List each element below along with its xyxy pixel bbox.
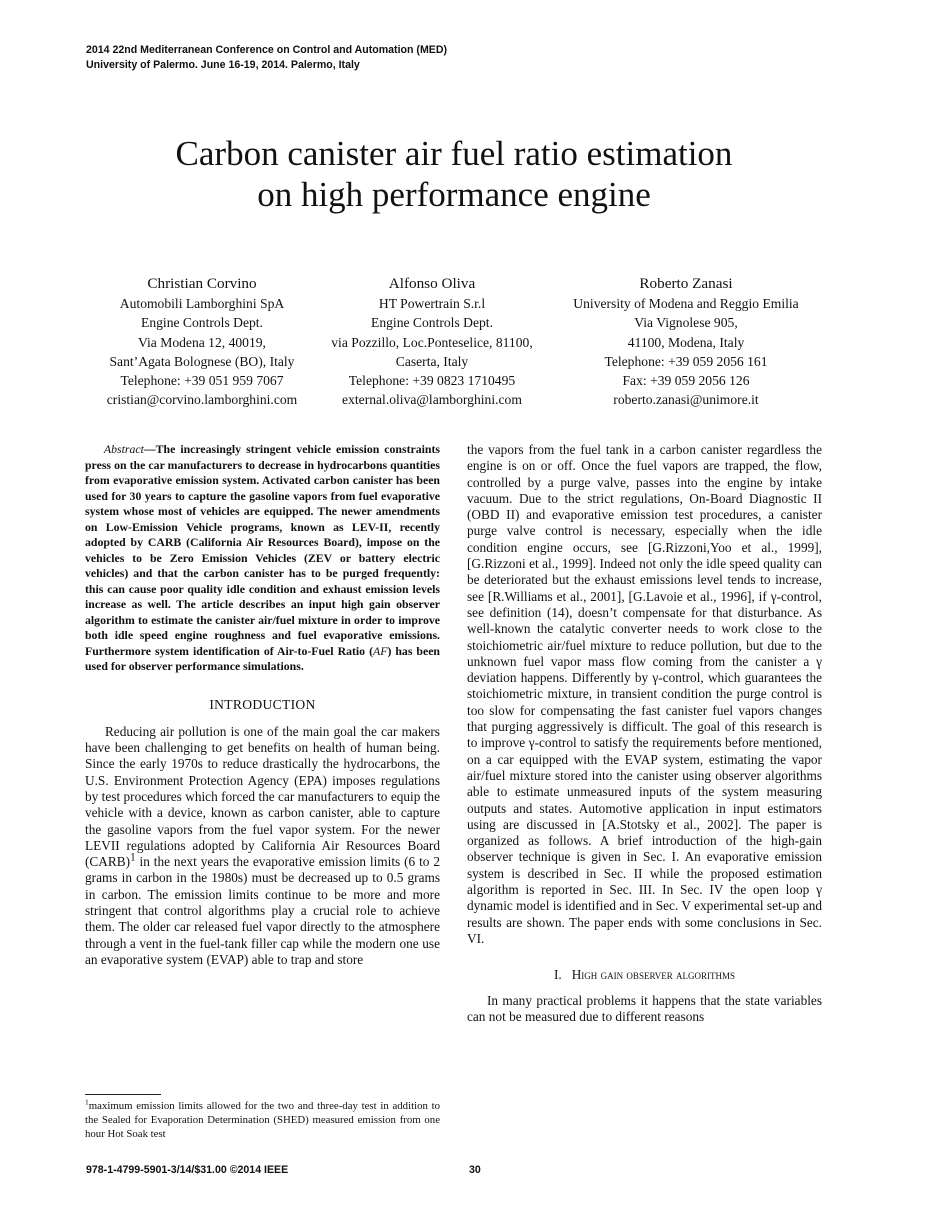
footnote-rule (85, 1094, 161, 1095)
author-name: Alfonso Oliva (388, 275, 476, 292)
author-telephone: Telephone: +39 051 959 7067 (120, 373, 284, 389)
conference-header (86, 43, 447, 73)
footnote-number: 1 (85, 1097, 89, 1107)
conference-venue: University of Palermo. June 16-19, 2014. Palermo, Italy (86, 59, 360, 71)
author-department: Engine Controls Dept. (371, 315, 493, 331)
author-email: roberto.zanasi@unimore.it (613, 392, 759, 408)
section-1-paragraph: In many practical problems it happens that the state variables can not be measured due to different reasons (467, 992, 822, 1024)
isbn-copyright: 978-1-4799-5901-3/14/$31.00 ©2014 IEEE (86, 1164, 289, 1176)
author-affiliation: University of Modena and Reggio Emilia (573, 296, 799, 311)
abstract (85, 442, 440, 675)
author-email: cristian@corvino.lamborghini.com (106, 392, 298, 408)
author-telephone: Telephone: +39 059 2056 161 (604, 353, 768, 369)
abstract-label: Abstract (103, 442, 144, 456)
section-1-number: I. (553, 967, 562, 983)
author-fax: Fax: +39 059 2056 126 (622, 373, 750, 389)
author-block-oliva (308, 274, 556, 410)
author-city: Sant’Agata Bolognese (BO), Italy (109, 353, 295, 369)
abstract-dash: — (143, 442, 156, 456)
abstract-tail: ) has been used for observer performance simulations. (85, 643, 440, 673)
author-address: Via Modena 12, 40019, (138, 334, 266, 350)
abstract-body: The increasingly stringent vehicle emission constraints press on the car manufacturers to decrease in hydrocarbons quantities from evaporative emission system. Activated carbon canister has been used for 30 years to capture the gasoline vapors from fuel evaporative system whose most of vehicles are equipped. The newer amendments on Low-Emission Vehicle programs, known as LEV-II, recently adopted by CARB (California Air Resources Board), impose on the vehicles to be Zero Emission Vehicles (ZEV or battery electric vehicles) and that the carbon canister has to be purged frequently: this can cause poor quality idle condition and exhaust emission levels increase as well. The article describes an input high gain observer algorithm to estimate the canister air/fuel mixture in order to improve both idle speed engine roughness and fuel evaporative emissions. Furthermore system identification of Air-to-Fuel Ratio ( (85, 442, 440, 658)
author-block-corvino (82, 274, 322, 410)
introduction-continued: the vapors from the fuel tank in a carbon canister regardless the engine is on or off. Once the fuel vapors are trapped, the flow, controlled by a purge valve, passes into the engine by intake vacuum. Due to the strict regulations, On-Board Diagnostic II (OBD II) and evaporative emission test procedures, a canister purge valve control is necessary, especially when the idle condition engine occurs, see [G.Rizzoni,Yoo et al., 1999], [G.Rizzoni et al., 1999]. Indeed not only the idle speed quality can be deteriorated but the exhaust emissions level tends to increase, see [R.Williams et al., 2001], [G.Lavoie et al., 1996], if γ-control, see definition (14), doesn’t compensate for that disturbance. As well-known the catalytic converter needs to work close to the stoichiometric air/fuel mixture to reduce pollution, but due to the unknown fuel vapor mass flow coming from the canister a γ deviation happens. Differently by γ-control, which guarantees the stoichiometric mixture, in transient condition the purge control is too slow for compensating the fast canister fuel vapors changes that purging aggressively is difficult. The goal of this research is to improve γ-control to satisfy the requirements before mentioned, on a car equipped with the EVAP system, estimating the vapor air/fuel mixture stored into the canister using observer algorithms able to estimate unmeasured inputs of the system measuring outputs and states. Automotive application in input estimators using are discussed in [A.Stotsky et al., 2002]. The paper is organized as follows. A brief introduction of the high-gain observer technique is given in Sec. I. An evaporative emission system is described in Sec. II while the proposed estimation algorithm is reported in Sec. III. In Sec. IV the open loop γ dynamic model is identified and in Sec. V experimental set-up and results are shown. The paper ends with some conclusions in Sec. VI. (467, 442, 822, 946)
author-affiliation: HT Powertrain S.r.l (378, 296, 486, 311)
intro-text-part-2: in the next years the evaporative emission limits (6 to 2 grams in carbon in the 1980s) must be decreased up to 0.5 grams in carbon. The emission limits continue to be more and more stringent that control algorithms play a crucial role to achieve them. The older car released fuel vapor directly to the atmosphere through a vent in the fuel-tank filler cap while the modern one use an evaporative system (EVAP) able to trap and store (85, 854, 440, 967)
intro-text-part-1: Reducing air pollution is one of the main goal the car makers have been challenging to get benefits on health of human being. Since the early 1970s to reduce drastically the hydrocarbons, the U.S. Environment Protection Agency (EPA) imposes regulations by test procedures which forced the car manufacturers to equip the vehicle with a device, known as carbon canister, able to capture the gasoline vapors from the fuel vapor system. For the newer LEVII regulations adopted by California Air Resources Board (CARB) (85, 723, 440, 870)
author-block-zanasi (548, 274, 824, 410)
author-city: Caserta, Italy (395, 353, 469, 369)
introduction-paragraph (85, 724, 440, 968)
author-department: Engine Controls Dept. (141, 315, 263, 331)
author-email: external.oliva@lamborghini.com (342, 392, 522, 408)
conference-name: 2014 22nd Mediterranean Conference on Control and Automation (MED) (86, 44, 448, 56)
footnote-mark: 1 (130, 851, 136, 864)
author-address: Via Vignolese 905, (634, 315, 738, 331)
section-1-title: igh gain observer algorithms (581, 967, 736, 983)
left-column (85, 442, 440, 968)
footnote (85, 1099, 440, 1141)
author-name: Christian Corvino (147, 275, 257, 292)
page-number: 30 (469, 1164, 481, 1176)
section-1-heading (467, 967, 822, 983)
right-column (467, 442, 822, 1025)
introduction-heading: INTRODUCTION (209, 696, 316, 712)
author-telephone: Telephone: +39 0823 1710495 (348, 373, 516, 389)
author-address: via Pozzillo, Loc.Ponteselice, 81100, (331, 334, 533, 350)
title-line-1: Carbon canister air fuel ratio estimation (175, 134, 733, 173)
abstract-math-af: AF (373, 643, 388, 658)
paper-title (0, 133, 908, 215)
author-name: Roberto Zanasi (639, 275, 733, 292)
section-1-first-letter: H (571, 967, 582, 983)
author-city: 41100, Modena, Italy (627, 334, 745, 350)
author-affiliation: Automobili Lamborghini SpA (119, 296, 285, 311)
title-line-2: on high performance engine (257, 175, 651, 214)
footnote-text: maximum emission limits allowed for the two and three-day test in addition to the Sealed for Evaporation Determination (SHED) measured emission from one hour Hot Soak test (85, 1100, 440, 1140)
